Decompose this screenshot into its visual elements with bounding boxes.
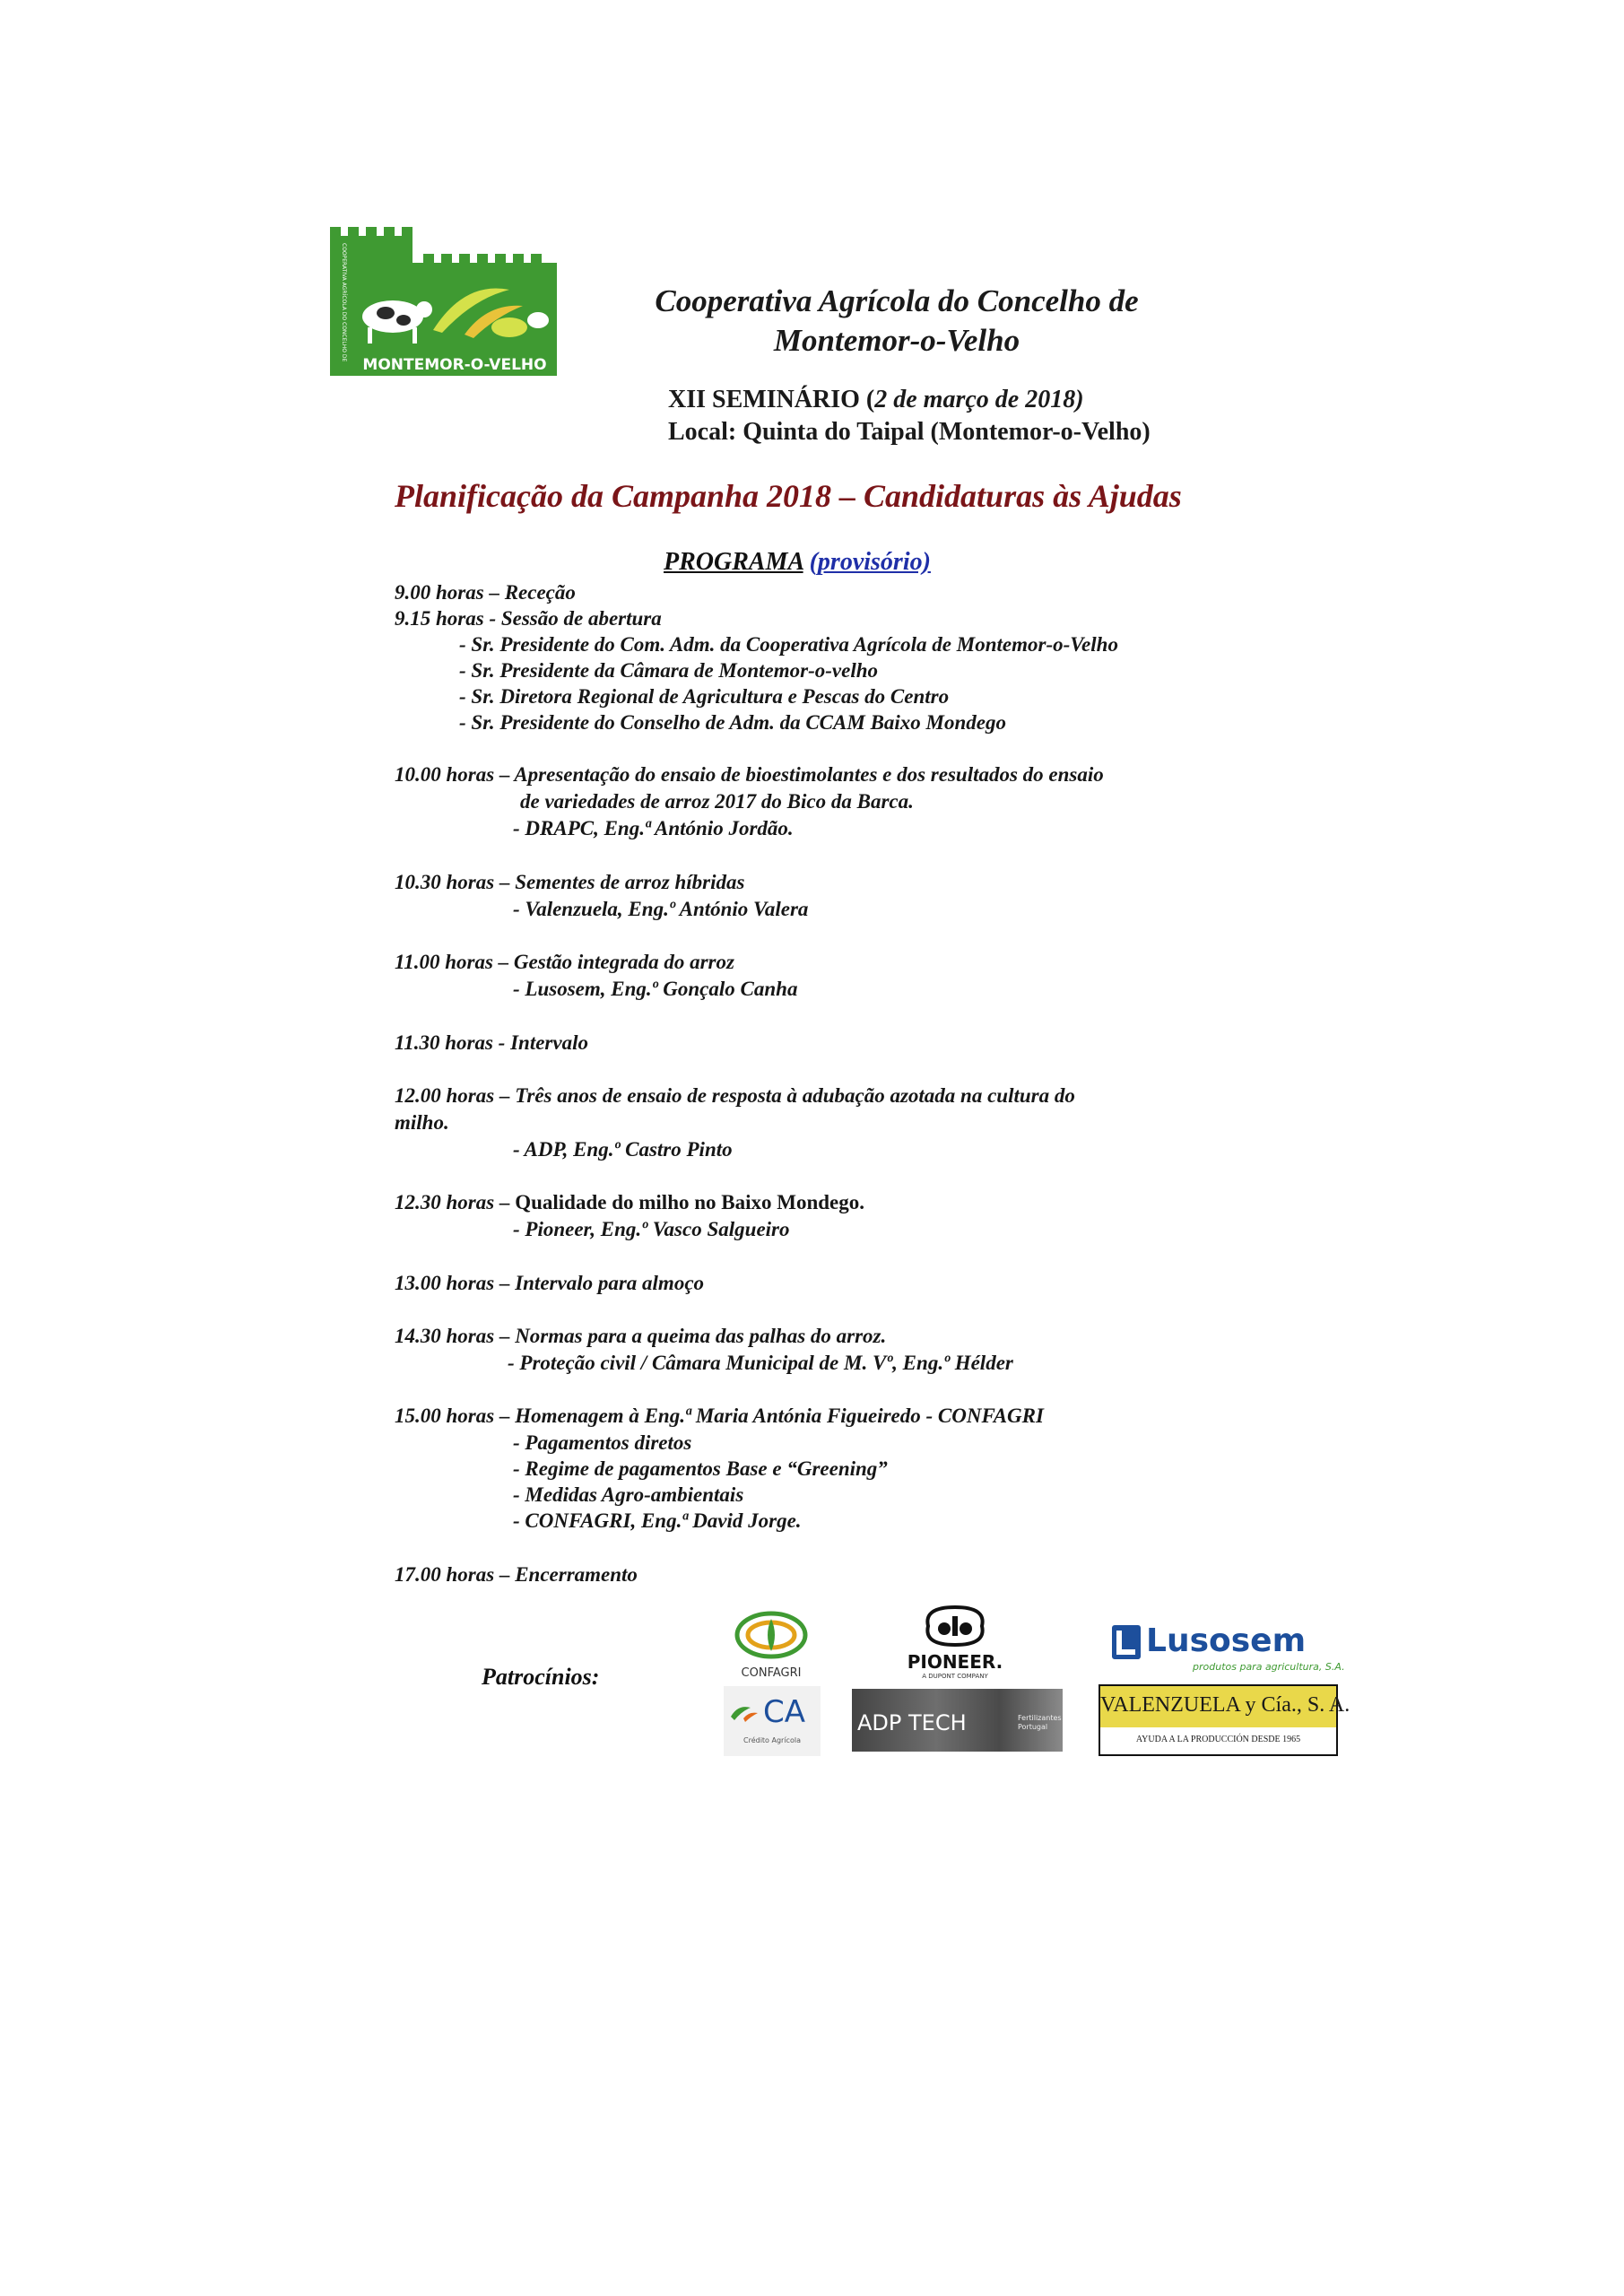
schedule-line: 11.00 horas – Gestão integrada do arroz	[395, 951, 734, 973]
schedule-line: - Proteção civil / Câmara Municipal de M. Vº, Eng.º Hélder	[508, 1352, 1013, 1374]
schedule-line: - Lusosem, Eng.º Gonçalo Canha	[513, 978, 798, 1000]
schedule-line: - Sr. Presidente do Conselho de Adm. da CCAM Baixo Mondego	[459, 711, 1006, 734]
schedule-line: 13.00 horas – Intervalo para almoço	[395, 1272, 705, 1294]
adptech-text: ADP TECH	[857, 1710, 967, 1735]
confagri-logo	[726, 1610, 816, 1680]
schedule-line: - Pagamentos diretos	[513, 1431, 692, 1454]
schedule-line: - Sr. Presidente da Câmara de Montemor-o-velho	[459, 659, 879, 682]
schedule-topic: Qualidade do milho no Baixo Mondego.	[515, 1191, 865, 1213]
org-name-line2: Montemor-o-Velho	[773, 323, 1020, 358]
schedule-line	[395, 1190, 864, 1215]
seminar-label: XII SEMINÁRIO (	[668, 386, 875, 413]
ca-leaf-icon	[729, 1700, 761, 1727]
confagri-icon	[726, 1610, 816, 1660]
sponsors-label: Patrocínios:	[482, 1664, 600, 1690]
seminar-title	[668, 386, 1084, 414]
cooperative-logo	[330, 227, 557, 376]
confagri-text: CONFAGRI	[741, 1666, 802, 1680]
schedule-line: 17.00 horas – Encerramento	[395, 1563, 638, 1586]
schedule-line: de variedades de arroz 2017 do Bico da Barca.	[520, 790, 914, 813]
adptech-logo	[852, 1689, 1063, 1752]
org-name-line1: Cooperativa Agrícola do Concelho de	[655, 283, 1139, 318]
planning-title: Planificação da Campanha 2018 – Candidaturas às Ajudas	[395, 478, 1182, 514]
lusosem-subtext: produtos para agricultura, S.A.	[1193, 1661, 1345, 1673]
programa-label: PROGRAMA	[664, 548, 803, 576]
schedule-line: - Medidas Agro-ambientais	[513, 1483, 744, 1506]
lusosem-icon	[1112, 1625, 1144, 1661]
schedule-line: 15.00 horas – Homenagem à Eng.ª Maria Antónia Figueiredo - CONFAGRI	[395, 1405, 1044, 1427]
valenzuela-logo	[1099, 1684, 1350, 1756]
credito-agricola-logo	[724, 1686, 821, 1756]
pioneer-logo	[901, 1605, 1009, 1686]
seminar-date: 2 de março de 2018)	[874, 386, 1084, 413]
schedule-line: 14.30 horas – Normas para a queima das palhas do arroz.	[395, 1325, 887, 1347]
schedule-line: 9.00 horas – Receção	[395, 581, 576, 604]
seminar-location: Local: Quinta do Taipal (Montemor-o-Velho)	[668, 418, 1151, 446]
schedule-line: - DRAPC, Eng.ª António Jordão.	[513, 817, 794, 839]
schedule-line: milho.	[395, 1111, 449, 1134]
programa-heading	[664, 548, 931, 577]
schedule-line: 9.15 horas - Sessão de abertura	[395, 607, 662, 630]
schedule-line: - Pioneer, Eng.º Vasco Salgueiro	[513, 1218, 790, 1240]
ca-text: CA	[763, 1694, 805, 1730]
schedule-line: - ADP, Eng.º Castro Pinto	[513, 1138, 733, 1161]
logo-side-text: COOPERATIVA AGRÍCOLA DO CONCELHO DE	[341, 243, 347, 362]
programa-status-link[interactable]: (provisório)	[809, 548, 931, 576]
pioneer-icon	[901, 1605, 1009, 1647]
valenzuela-text: VALENZUELA y Cía., S. A.	[1100, 1693, 1350, 1717]
schedule-line: 11.30 horas - Intervalo	[395, 1031, 588, 1054]
logo-text: MONTEMOR-O-VELHO	[362, 356, 547, 374]
schedule-time: 12.30 horas –	[395, 1191, 516, 1213]
schedule-line: 10.00 horas – Apresentação do ensaio de bioestimolantes e dos resultados do ensaio	[395, 763, 1104, 786]
schedule-line: 12.00 horas – Três anos de ensaio de resposta à adubação azotada na cultura do	[395, 1084, 1075, 1107]
schedule-line: - Valenzuela, Eng.º António Valera	[513, 898, 809, 920]
schedule-line: - Sr. Presidente do Com. Adm. da Cooperativa Agrícola de Montemor-o-Velho	[459, 633, 1118, 656]
lusosem-text: Lusosem	[1146, 1622, 1307, 1659]
schedule-line: 10.30 horas – Sementes de arroz híbridas	[395, 871, 745, 893]
lusosem-logo	[1112, 1614, 1345, 1677]
schedule-line: - CONFAGRI, Eng.ª David Jorge.	[513, 1509, 802, 1532]
ca-subtext: Crédito Agrícola	[743, 1736, 801, 1744]
pioneer-subtext: A DUPONT COMPANY	[922, 1673, 988, 1680]
pioneer-text: PIONEER.	[907, 1651, 1003, 1673]
valenzuela-subtext: AYUDA A LA PRODUCCIÓN DESDE 1965	[1135, 1735, 1301, 1744]
schedule-line: - Regime de pagamentos Base e “Greening”	[513, 1457, 888, 1480]
adptech-subtext: Fertilizantes Portugal	[1018, 1714, 1062, 1731]
schedule-line: - Sr. Diretora Regional de Agricultura e Pescas do Centro	[459, 685, 950, 708]
